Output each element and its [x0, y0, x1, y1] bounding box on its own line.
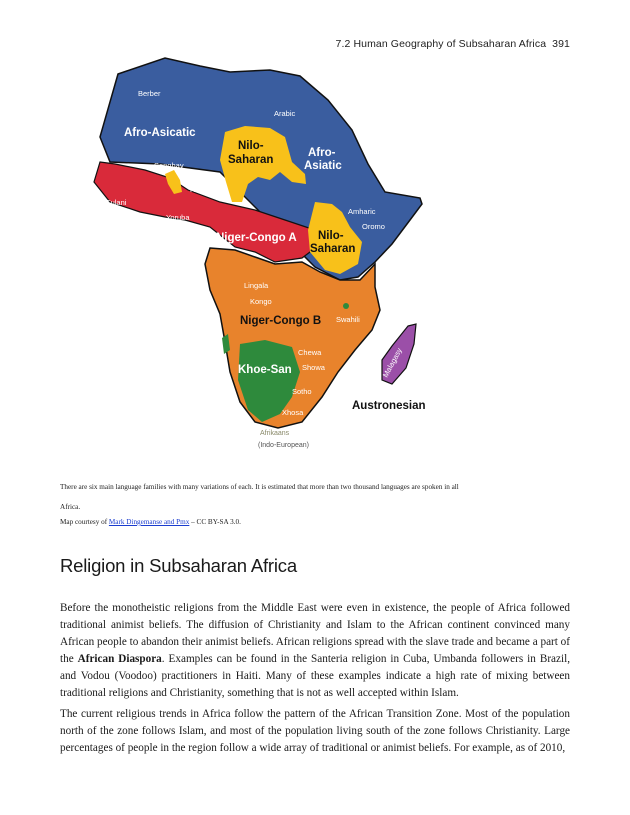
label-khoe-san: Khoe-San	[238, 364, 292, 376]
label-afrikaans: Afrikaans	[260, 430, 290, 437]
label-arabic: Arabic	[274, 109, 296, 118]
page-number: 391	[552, 38, 570, 50]
label-nilo-saharan-east-2: Saharan	[310, 243, 356, 255]
label-xhosa: Xhosa	[282, 408, 304, 417]
label-oromo: Oromo	[362, 222, 385, 231]
paragraph-1-part-a: Before the monotheistic religions from the Middle East were even in existence, the people of Africa followed traditional animist beliefs. The diffusion of Christianity and Islam to the African continent convinced many African people to abandon their animist beliefs. African religions spread with the slave trade and became a part of the	[60, 602, 570, 665]
label-igbo: Igbo	[178, 221, 193, 230]
label-songhay: Songhay	[154, 161, 184, 170]
label-afro-asiatic-west: Afro-Asicatic	[124, 127, 196, 139]
credit-link[interactable]: Mark Dingemanse and Pmx	[108, 518, 190, 526]
label-niger-congo-b: Niger-Congo B	[240, 315, 322, 327]
label-austronesian: Austronesian	[352, 400, 426, 412]
label-nilo-saharan-east-1: Nilo-	[318, 230, 344, 242]
map-caption: There are six main language families with many variations of each. It is estimated that more than two thousand languages are spoken in all Africa.	[60, 483, 459, 511]
africa-map-svg	[70, 52, 450, 462]
label-showa: Showa	[302, 363, 325, 372]
label-niger-congo-a: Niger-Congo A	[216, 232, 297, 244]
label-hausa: Hausa	[190, 185, 212, 194]
label-sotho: Sotho	[292, 387, 312, 396]
label-swahili: Swahili	[336, 315, 360, 324]
paragraph-1-part-b: . Examples can be found in the Santeria religion in Cuba, Umbanda followers in Brazil, and Vodou (Voodoo) practitioners in Haiti. Many of these examples indicate a high rate of mixing between traditional religions and Christianity, something that is not as well accepted within Islam.	[60, 653, 570, 699]
region-khoe-san-spot	[343, 303, 349, 309]
label-kongo: Kongo	[250, 297, 272, 306]
label-malagasy: Malagasy	[380, 346, 404, 379]
credit-prefix: Map courtesy of	[60, 518, 108, 526]
label-yoruba: Yoruba	[166, 213, 190, 222]
label-nilo-saharan-north-2: Saharan	[228, 154, 274, 166]
label-indo-european: (Indo-European)	[258, 442, 309, 449]
map-credit	[60, 518, 241, 526]
term-african-diaspora: African Diaspora	[77, 653, 162, 665]
running-header	[336, 38, 570, 50]
label-berber: Berber	[138, 89, 161, 98]
label-amharic: Amharic	[348, 207, 376, 216]
label-nilo-saharan-north-1: Nilo-	[238, 140, 264, 152]
label-afro-asiatic-east-2: Asiatic	[304, 160, 342, 172]
section-heading: Religion in Subsaharan Africa	[60, 555, 297, 576]
label-fulani: Fulani	[106, 198, 127, 207]
label-chewa: Chewa	[298, 348, 322, 357]
credit-suffix: – CC BY-SA 3.0.	[189, 518, 241, 526]
paragraph-1	[60, 600, 570, 702]
label-lingala: Lingala	[244, 281, 269, 290]
label-afro-asiatic-east-1: Afro-	[308, 147, 336, 159]
section-title: 7.2 Human Geography of Subsaharan Africa	[335, 38, 547, 50]
paragraph-2: The current religious trends in Africa follow the pattern of the African Transition Zone. Most of the population north of the zone follows Islam, and most of the population living south of the zone follows Christianity. Large percentages of people in the region follow a wide array of traditional or animist beliefs. For example, as of 2010,	[60, 708, 570, 754]
language-family-map	[70, 52, 450, 462]
